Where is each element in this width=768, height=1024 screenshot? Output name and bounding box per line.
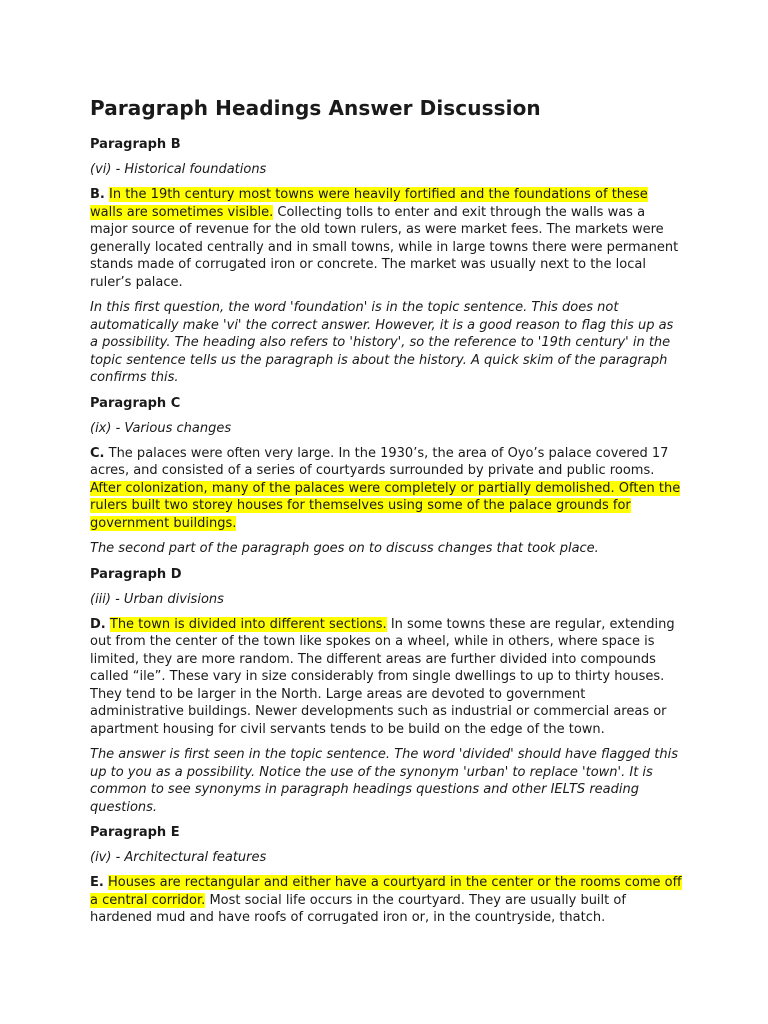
paragraph-text [90, 874, 682, 927]
paragraph-body: Collecting tolls to enter and exit through the walls was a major source of revenue for the old town rulers, as were market fees. The markets were generally located centrally and in small towns, while in large towns there were permanent stands made of corrugated iron or concrete. The market was usually next to the local ruler’s palace. [90, 204, 679, 290]
paragraph-label: Paragraph C [90, 395, 181, 411]
section-paragraph-e [90, 824, 682, 927]
paragraph-letter: D. [90, 616, 106, 632]
highlighted-text: After colonization, many of the palaces were completely or partially demolished. Often the rulers built two storey houses for themselves using some of the palace grounds for government buildings. [90, 480, 681, 531]
paragraph-body: Most social life occurs in the courtyard. They are usually built of hardened mud and have roofs of corrugated iron or, in the countryside, thatch. [90, 892, 626, 925]
paragraph-text [90, 445, 682, 533]
highlighted-text: The town is divided into different sections. [109, 616, 387, 632]
highlighted-text: Houses are rectangular and either have a courtyard in the center or the rooms come off a central corridor. [90, 875, 682, 908]
paragraph-body: The palaces were often very large. In the 1930’s, the area of Oyo’s palace covered 17 acres, and consisted of a series of courtyards surrounded by private and public rooms. [90, 445, 669, 478]
section-paragraph-d [90, 566, 682, 817]
page-title: Paragraph Headings Answer Discussion [90, 96, 541, 120]
paragraph-letter: B. [90, 187, 105, 202]
paragraph-label: Paragraph E [90, 825, 180, 840]
commentary: The answer is first seen in the topic sentence. The word 'divided' should have flagged this up to you as a possibility. Notice the use of the synonym 'urban' to replace 'town'. It is common to see synonyms in paragraph headings questions and other IELTS reading questions. [90, 747, 678, 815]
section-paragraph-c [90, 395, 682, 558]
paragraph-letter: C. [90, 445, 105, 461]
paragraph-letter: E. [90, 875, 104, 890]
paragraph-label: Paragraph B [90, 137, 181, 152]
heading-choice: (ix) - Various changes [90, 420, 232, 436]
highlighted-text: In the 19th century most towns were heavily fortified and the foundations of these walls are sometimes visible. [90, 187, 648, 220]
heading-choice: (vi) - Historical foundations [90, 162, 267, 177]
section-paragraph-b [90, 136, 682, 387]
paragraph-text [90, 186, 682, 291]
commentary: In this first question, the word 'foundation' is in the topic sentence. This does not automatically make 'vi' the correct answer. However, it is a good reason to flag this up as a possibility. The heading also refers to 'history', so the reference to '19th century' in the topic sentence tells us the paragraph is about the history. A quick skim of the paragraph confirms this. [90, 300, 674, 385]
paragraph-text [90, 616, 682, 739]
heading-choice: (iii) - Urban divisions [90, 591, 224, 607]
heading-choice: (iv) - Architectural features [90, 850, 267, 865]
paragraph-label: Paragraph D [90, 566, 182, 582]
commentary: The second part of the paragraph goes on to discuss changes that took place. [90, 541, 599, 556]
paragraph-body: In some towns these are regular, extending out from the center of the town like spokes on a wheel, while in others, where space is limited, they are more random. The different areas are further divided into compounds called “ile”. These vary in size considerably from single dwellings to up to thirty houses. They tend to be larger in the North. Large areas are devoted to government administrative buildings. Newer developments such as industrial or commercial areas or apartment housing for civil servants tends to be build on the edge of the town. [90, 616, 675, 737]
